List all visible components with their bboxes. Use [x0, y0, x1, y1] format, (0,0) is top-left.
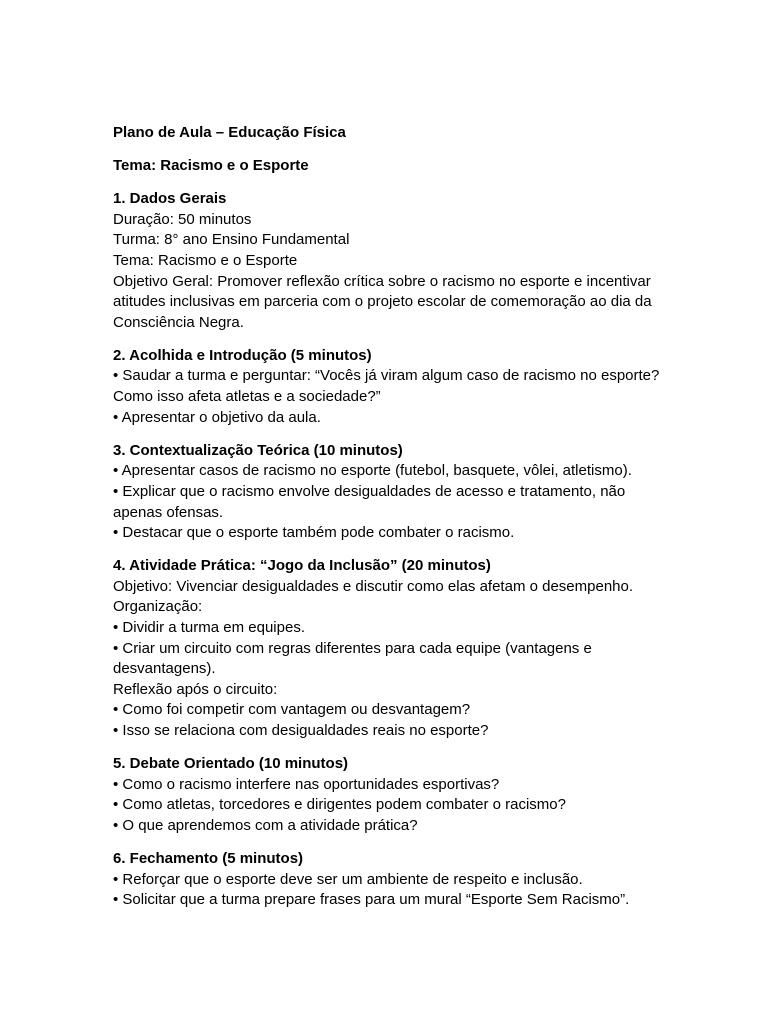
bullet-item: • Como atletas, torcedores e dirigentes podem combater o racismo?	[113, 796, 566, 814]
bullet-item: • Reforçar que o esporte deve ser um ambiente de respeito e inclusão.	[113, 870, 583, 888]
bullet-item: • Dividir a turma em equipes.	[113, 618, 305, 636]
section-line: Organização:	[113, 598, 203, 616]
section-line: Objetivo Geral: Promover reflexão crítica sobre o racismo no esporte e incentivar atitudes inclusivas em parceria com o projeto escolar de comemoração ao dia da Consciência Negra.	[113, 272, 652, 331]
section-heading: 6. Fechamento (5 minutos)	[113, 849, 304, 867]
section-line: Objetivo: Vivenciar desigualdades e discutir como elas afetam o desempenho.	[113, 577, 634, 595]
section-line: Tema: Racismo e o Esporte	[113, 251, 298, 269]
section-heading: 5. Debate Orientado (10 minutos)	[113, 755, 349, 773]
section-heading: 3. Contextualização Teórica (10 minutos)	[113, 441, 403, 459]
section-line: Reflexão após o circuito:	[113, 680, 278, 698]
bullet-item: • Como o racismo interfere nas oportunidades esportivas?	[113, 775, 500, 793]
bullet-item: • Solicitar que a turma prepare frases para um mural “Esporte Sem Racismo”.	[113, 891, 630, 909]
section-fechamento	[113, 849, 673, 911]
section-heading: 1. Dados Gerais	[113, 190, 227, 208]
bullet-item: • Criar um circuito com regras diferentes para cada equipe (vantagens e desvantagens).	[113, 639, 592, 678]
section-debate	[113, 754, 673, 836]
section-atividade-pratica	[113, 556, 673, 741]
bullet-item: • Isso se relaciona com desigualdades reais no esporte?	[113, 721, 489, 739]
bullet-item: • Saudar a turma e perguntar: “Vocês já viram algum caso de racismo no esporte? Como isso afeta atletas e a sociedade?”	[113, 367, 660, 406]
document-title: Plano de Aula – Educação Física	[113, 124, 346, 141]
bullet-item: • O que aprendemos com a atividade prática?	[113, 816, 418, 834]
section-line: Duração: 50 minutos	[113, 210, 252, 228]
section-heading: 2. Acolhida e Introdução (5 minutos)	[113, 346, 372, 364]
section-line: Turma: 8° ano Ensino Fundamental	[113, 231, 350, 249]
bullet-item: • Como foi competir com vantagem ou desvantagem?	[113, 701, 471, 719]
bullet-item: • Explicar que o racismo envolve desigualdades de acesso e tratamento, não apenas ofensas.	[113, 482, 626, 521]
section-dados-gerais	[113, 189, 673, 333]
document-page	[113, 123, 673, 923]
section-heading: 4. Atividade Prática: “Jogo da Inclusão” (20 minutos)	[113, 557, 491, 575]
bullet-item: • Destacar que o esporte também pode combater o racismo.	[113, 524, 515, 542]
document-theme: Tema: Racismo e o Esporte	[113, 157, 309, 175]
bullet-item: • Apresentar casos de racismo no esporte (futebol, basquete, vôlei, atletismo).	[113, 462, 632, 480]
bullet-item: • Apresentar o objetivo da aula.	[113, 408, 321, 426]
section-contextualizacao	[113, 441, 673, 544]
section-acolhida	[113, 346, 673, 428]
